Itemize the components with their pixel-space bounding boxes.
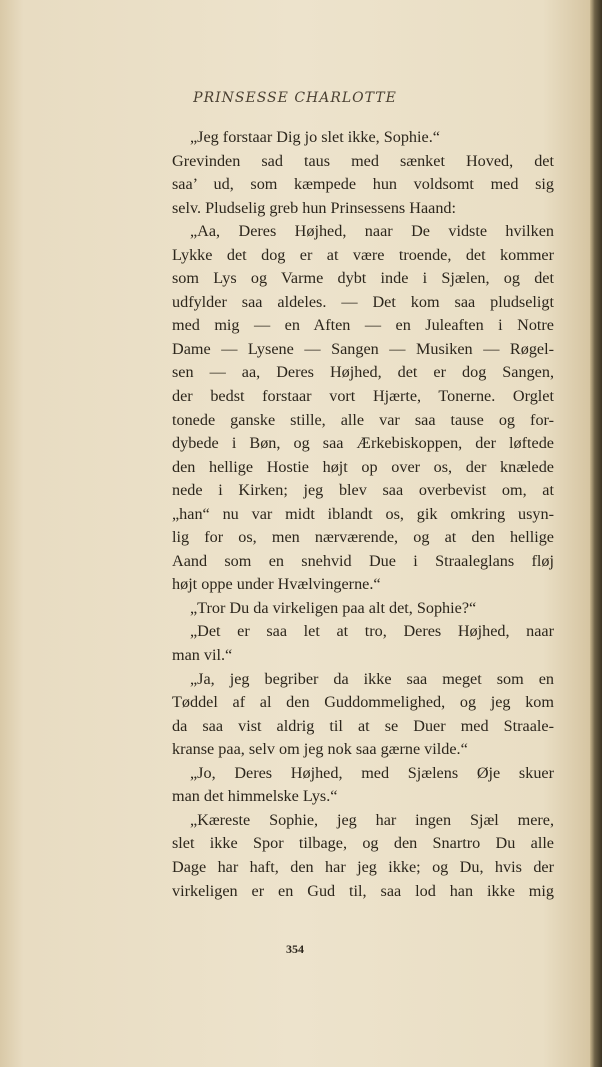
page-number: 354 <box>286 942 304 956</box>
text-line: Tøddel af al den Guddommelighed, og jeg kom <box>172 693 554 712</box>
running-header: PRINSESSE CHARLOTTE <box>193 90 397 106</box>
text-line: virkeligen er en Gud til, saa lod han ikke mig <box>172 881 554 900</box>
page-edge <box>590 0 602 1067</box>
body-text <box>172 126 554 903</box>
text-line: nede i Kirken; jeg blev saa overbevist om, at <box>172 481 554 500</box>
text-line: lig for os, men nærværende, og at den hellige <box>172 528 554 547</box>
text-line: „Det er saa let at tro, Deres Højhed, naar <box>190 622 554 641</box>
text-line: Lykke det dog er at være troende, det kommer <box>172 245 554 264</box>
text-line: tonede ganske stille, alle var saa tause og for- <box>172 410 554 429</box>
text-line: den hellige Hostie højt op over os, der knælede <box>172 457 554 476</box>
text-line: kranse paa, selv om jeg nok saa gærne vilde.“ <box>172 740 468 759</box>
text-line: med mig — en Aften — en Juleaften i Notre <box>172 316 554 335</box>
text-line: Dame — Lysene — Sangen — Musiken — Røgel- <box>172 339 554 358</box>
text-line: „han“ nu var midt iblandt os, gik omkring usyn- <box>172 504 554 523</box>
text-line: „Kæreste Sophie, jeg har ingen Sjæl mere, <box>190 810 554 829</box>
text-line: Aand som en snehvid Due i Straaleglans fløj <box>172 551 554 570</box>
text-line: som Lys og Varme dybt inde i Sjælen, og det <box>172 269 554 288</box>
text-line: der bedst forstaar vort Hjærte, Tonerne. Orglet <box>172 387 554 406</box>
text-line: højt oppe under Hvælvingerne.“ <box>172 575 381 594</box>
text-line: „Aa, Deres Højhed, naar De vidste hvilken <box>190 222 554 241</box>
text-line: udfylder saa aldeles. — Det kom saa pludseligt <box>172 292 554 311</box>
text-line: „Jo, Deres Højhed, med Sjælens Øje skuer <box>190 763 554 782</box>
text-line: „Jeg forstaar Dig jo slet ikke, Sophie.“ <box>190 128 440 146</box>
text-line: saa’ ud, som kæmpede hun voldsomt med sig <box>172 175 554 194</box>
text-line: da saa vist aldrig til at se Duer med Straale- <box>172 716 554 735</box>
text-line: dybede i Bøn, og saa Ærkebiskoppen, der løftede <box>172 434 554 453</box>
text-line: selv. Pludselig greb hun Prinsessens Haand: <box>172 198 456 217</box>
text-line: slet ikke Spor tilbage, og den Snartro Du alle <box>172 834 554 853</box>
text-line: man det himmelske Lys.“ <box>172 787 338 806</box>
text-line: „Ja, jeg begriber da ikke saa meget som en <box>190 669 554 688</box>
text-line: Dage har haft, den har jeg ikke; og Du, hvis der <box>172 857 554 876</box>
text-line: Grevinden sad taus med sænket Hoved, det <box>172 151 554 170</box>
text-line: „Tror Du da virkeligen paa alt det, Sophie?“ <box>190 598 477 617</box>
text-line: man vil.“ <box>172 646 233 665</box>
text-line: sen — aa, Deres Højhed, det er dog Sangen, <box>172 363 554 382</box>
